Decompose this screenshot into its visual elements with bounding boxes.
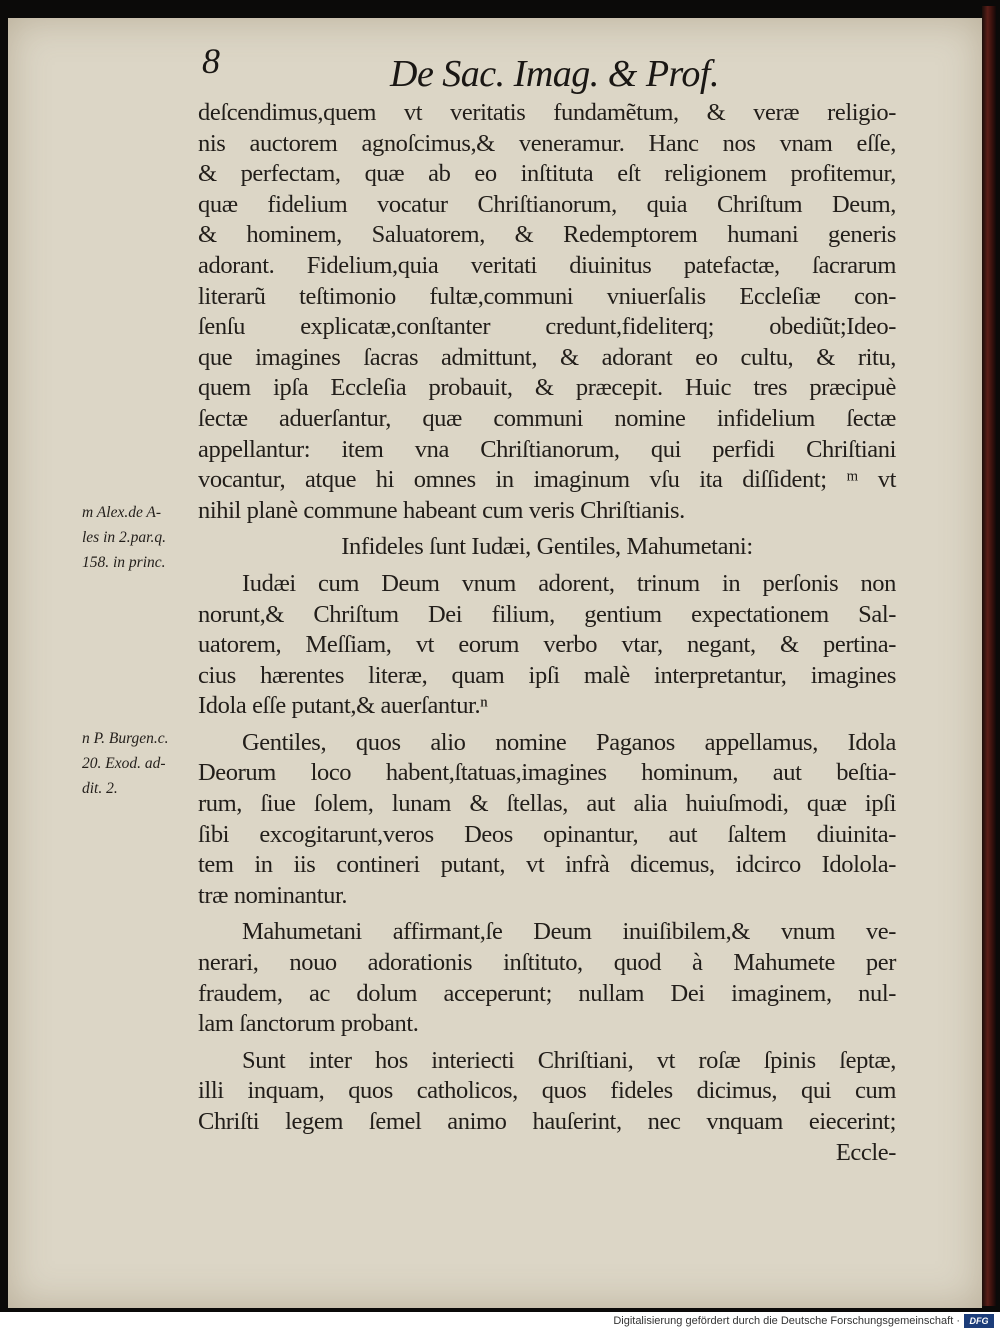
- text-line: deſcendimus,quem vt veritatis fundamẽtum, & veræ religio-: [198, 99, 896, 126]
- text-line: quæ fidelium vocatur Chriſtianorum, quia Chriſtum Deum,: [198, 190, 896, 218]
- text-line: que imagines ſacras admittunt, & adorant eo cultu, & ritu,: [198, 343, 896, 371]
- text-line: norunt,& Chriſtum Dei filium, gentium expectationem Sal-: [198, 600, 896, 628]
- text-line: ſibi excogitarunt,veros Deos opinantur, aut ſaltem diuinita-: [198, 820, 896, 848]
- text-line: literarũ teſtimonio fultæ,communi vniuerſalis Eccleſiæ con-: [198, 282, 896, 310]
- running-title: De Sac. Imag. & Prof.: [390, 53, 719, 95]
- text-line: lam ſanctorum probant.: [198, 1010, 419, 1038]
- text-line: ſectæ aduerſantur, quæ communi nomine infidelium ſectæ: [198, 404, 896, 432]
- page-number: 8: [202, 41, 220, 81]
- paragraph-iudaei: [198, 569, 896, 722]
- margin-note-line: m Alex.de A-: [82, 504, 162, 521]
- text-line: & hominem, Saluatorem, & Redemptorem humani generis: [198, 221, 896, 249]
- text-line: cius hærentes literæ, quam ipſi malè interpretantur, imagines: [198, 661, 896, 689]
- text-line: nerari, nouo adorationis inſtituto, quod à Mahumete per: [198, 949, 896, 977]
- margin-note-line: 20. Exod. ad-: [82, 755, 166, 772]
- text-line: ſenſu explicatæ,conſtanter credunt,fideliterq; obediũt;Ideo-: [198, 313, 896, 341]
- catchword: Eccle-: [835, 1138, 896, 1166]
- heading-infideles: Infideles ſunt Iudæi, Gentiles, Mahumetani:: [341, 533, 753, 561]
- text-line: illi inquam, quos catholicos, quos fideles dicimus, qui cum: [198, 1077, 896, 1105]
- text-line: adorant. Fidelium,quia veritati diuinitus patefactæ, ſacrarum: [198, 251, 896, 279]
- paragraph-mahumetani: [198, 917, 896, 1039]
- text-line: træ nominantur.: [198, 881, 348, 909]
- text-line: appellantur: item vna Chriſtianorum, qui perfidi Chriſtiani: [198, 435, 896, 463]
- text-line: fraudem, ac dolum acceperunt; nullam Dei imaginem, nul-: [198, 979, 896, 1007]
- text-line: Mahumetani affirmant,ſe Deum inuiſibilem,& vnum ve-: [242, 918, 896, 946]
- text-line: uatorem, Meſſiam, vt eorum verbo vtar, negant, & pertina-: [198, 631, 896, 659]
- margin-note-line: dit. 2.: [82, 780, 118, 797]
- main-text: [198, 98, 896, 1168]
- text-line: nis auctorem agnoſcimus,& veneramur. Hanc nos vnam eſſe,: [198, 129, 896, 157]
- text-line: & perfectam, quæ ab eo inſtituta eſt religionem profitemur,: [198, 160, 896, 188]
- text-line: Deorum loco habent,ſtatuas,imagines hominum, aut beſtia-: [198, 759, 896, 787]
- text-line: Gentiles, quos alio nomine Paganos appellamus, Idola: [242, 728, 896, 756]
- text-line: tem in iis contineri putant, vt infrà dicemus, idcirco Idolola-: [198, 851, 896, 879]
- book-edge: [982, 6, 996, 1306]
- text-line: Chriſti legem ſemel animo hauſerint, nec vnquam eiecerint;: [198, 1108, 896, 1135]
- text-line: Sunt inter hos interiecti Chriſtiani, vt roſæ ſpinis ſeptæ,: [242, 1046, 896, 1074]
- text-line: Idola eſſe putant,& auerſantur.ⁿ: [198, 692, 488, 720]
- text-line: rum, ſiue ſolem, lunam & ſtellas, aut alia huiuſmodi, quæ ipſi: [198, 790, 896, 818]
- paragraph-intro: [198, 98, 896, 526]
- funding-credit: Digitalisierung gefördert durch die Deutsche Forschungsgemeinschaft ·: [613, 1315, 960, 1327]
- paragraph-christiani: [198, 1046, 896, 1138]
- margin-note-line: n P. Burgen.c.: [82, 730, 169, 747]
- text-line: quem ipſa Eccleſia probauit, & præcepit. Huic tres præcipuè: [198, 374, 896, 402]
- text-line: vocantur, atque hi omnes in imaginum vſu ita diſſident; ᵐ vt: [198, 466, 896, 494]
- margin-note-line: les in 2.par.q.: [82, 529, 166, 546]
- margin-note-line: 158. in princ.: [82, 554, 166, 571]
- margin-note-m: [82, 500, 194, 575]
- dfg-logo: DFG: [964, 1314, 994, 1328]
- text-line: Iudæi cum Deum vnum adorent, trinum in perſonis non: [242, 569, 896, 597]
- paragraph-gentiles: [198, 728, 896, 912]
- text-line: nihil planè commune habeant cum veris Chriſtianis.: [198, 496, 685, 524]
- margin-note-n: [82, 726, 194, 801]
